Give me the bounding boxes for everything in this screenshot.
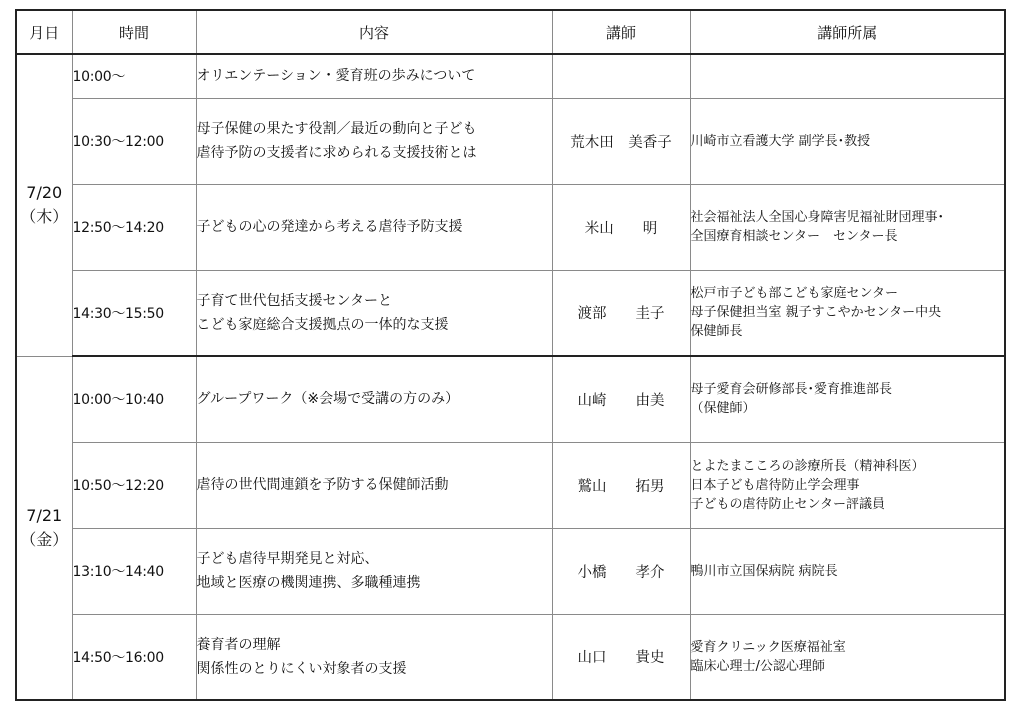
- session-affiliation: [690, 442, 1005, 528]
- content-line: 子どもの心の発達から考える虐待予防支援: [196, 219, 463, 235]
- session-affiliation: [690, 528, 1005, 614]
- session-lecturer: 小橋 孝介: [552, 528, 690, 614]
- content-line: 子育て世代包括支援センターと: [196, 292, 392, 309]
- day-date-cell: [16, 356, 72, 700]
- affiliation-line: 社会福祉法人全国心身障害児福祉財団理事･: [690, 210, 945, 225]
- table-row: [16, 54, 1005, 98]
- affiliation-line: 鴨川市立国保病院 病院長: [690, 563, 838, 579]
- session-content: [196, 356, 552, 442]
- session-lecturer: 山崎 由美: [552, 356, 690, 442]
- content-line: 養育者の理解: [196, 636, 281, 653]
- header-content: 内容: [196, 10, 552, 54]
- day-date: 7/20: [26, 183, 63, 203]
- session-content: [196, 442, 552, 528]
- session-content: [196, 528, 552, 614]
- table-row: [16, 184, 1005, 270]
- session-time: 10:30～12:00: [72, 98, 196, 184]
- affiliation-line: 母子愛育会研修部長･愛育推進部長: [690, 382, 893, 398]
- day-date: 7/21: [26, 505, 63, 525]
- seminar-schedule-table: [15, 9, 1006, 701]
- session-content: [196, 614, 552, 700]
- session-lecturer: 鷲山 拓男: [552, 442, 690, 528]
- table-row: [16, 528, 1005, 614]
- header-lecturer: 講師: [552, 10, 690, 54]
- session-content: [196, 184, 552, 270]
- session-affiliation: [690, 54, 1005, 98]
- session-time: 10:00～10:40: [72, 356, 196, 442]
- session-time: 12:50～14:20: [72, 184, 196, 270]
- content-line: オリエンテーション・愛育班の歩みについて: [196, 68, 476, 85]
- affiliation-line: とよたまこころの診療所長（精神科医）: [690, 458, 925, 474]
- affiliation-line: 臨床心理士/公認心理師: [690, 658, 825, 674]
- session-affiliation: [690, 356, 1005, 442]
- content-line: こども家庭総合支援拠点の一体的な支援: [196, 316, 449, 333]
- table-row: [16, 356, 1005, 442]
- session-affiliation: [690, 98, 1005, 184]
- session-time: 10:00～: [72, 54, 196, 98]
- session-affiliation: [690, 270, 1005, 356]
- header-row: [16, 10, 1005, 54]
- session-lecturer: 山口 貴史: [552, 614, 690, 700]
- content-line: 関係性のとりにくい対象者の支援: [196, 660, 407, 677]
- session-lecturer: [552, 54, 690, 98]
- affiliation-line: 子どもの虐待防止センター評議員: [690, 496, 885, 512]
- session-content: [196, 54, 552, 98]
- session-time: 14:30～15:50: [72, 270, 196, 356]
- affiliation-line: 川崎市立看護大学 副学長･教授: [690, 133, 871, 149]
- content-line: 虐待の世代間連鎖を予防する保健師活動: [196, 477, 449, 493]
- affiliation-line: 保健師長: [690, 324, 743, 340]
- content-line: グループワーク（※会場で受講の方のみ）: [196, 391, 460, 408]
- affiliation-line: （保健師）: [690, 401, 756, 417]
- session-time: 10:50～12:20: [72, 442, 196, 528]
- session-content: [196, 270, 552, 356]
- table-row: [16, 270, 1005, 356]
- session-time: 14:50～16:00: [72, 614, 196, 700]
- day-date-cell: [16, 54, 72, 356]
- header-date: 月日: [16, 10, 72, 54]
- table-row: [16, 614, 1005, 700]
- content-line: 母子保健の果たす役割／最近の動向と子ども: [196, 121, 477, 137]
- session-content: [196, 98, 552, 184]
- header-time: 時間: [72, 10, 196, 54]
- header-affiliation: 講師所属: [690, 10, 1005, 54]
- content-line: 地域と医療の機関連携、多職種連携: [196, 575, 421, 591]
- session-lecturer: 渡部 圭子: [552, 270, 690, 356]
- session-lecturer: 米山 明: [552, 184, 690, 270]
- session-lecturer: 荒木田 美香子: [552, 98, 690, 184]
- affiliation-line: 全国療育相談センター センター長: [690, 229, 898, 244]
- affiliation-line: 愛育クリニック医療福祉室: [690, 639, 846, 655]
- table-row: [16, 98, 1005, 184]
- table-row: [16, 442, 1005, 528]
- day-weekday: （木）: [20, 207, 69, 227]
- session-affiliation: [690, 614, 1005, 700]
- affiliation-line: 日本子ども虐待防止学会理事: [690, 477, 860, 493]
- affiliation-line: 松戸市子ども部こども家庭センター: [690, 286, 898, 302]
- content-line: 虐待予防の支援者に求められる支援技術とは: [196, 145, 477, 161]
- content-line: 子ども虐待早期発見と対応、: [196, 551, 379, 567]
- session-time: 13:10～14:40: [72, 528, 196, 614]
- affiliation-line: 母子保健担当室 親子すこやかセンター中央: [690, 305, 942, 321]
- session-affiliation: [690, 184, 1005, 270]
- day-weekday: （金）: [20, 529, 69, 549]
